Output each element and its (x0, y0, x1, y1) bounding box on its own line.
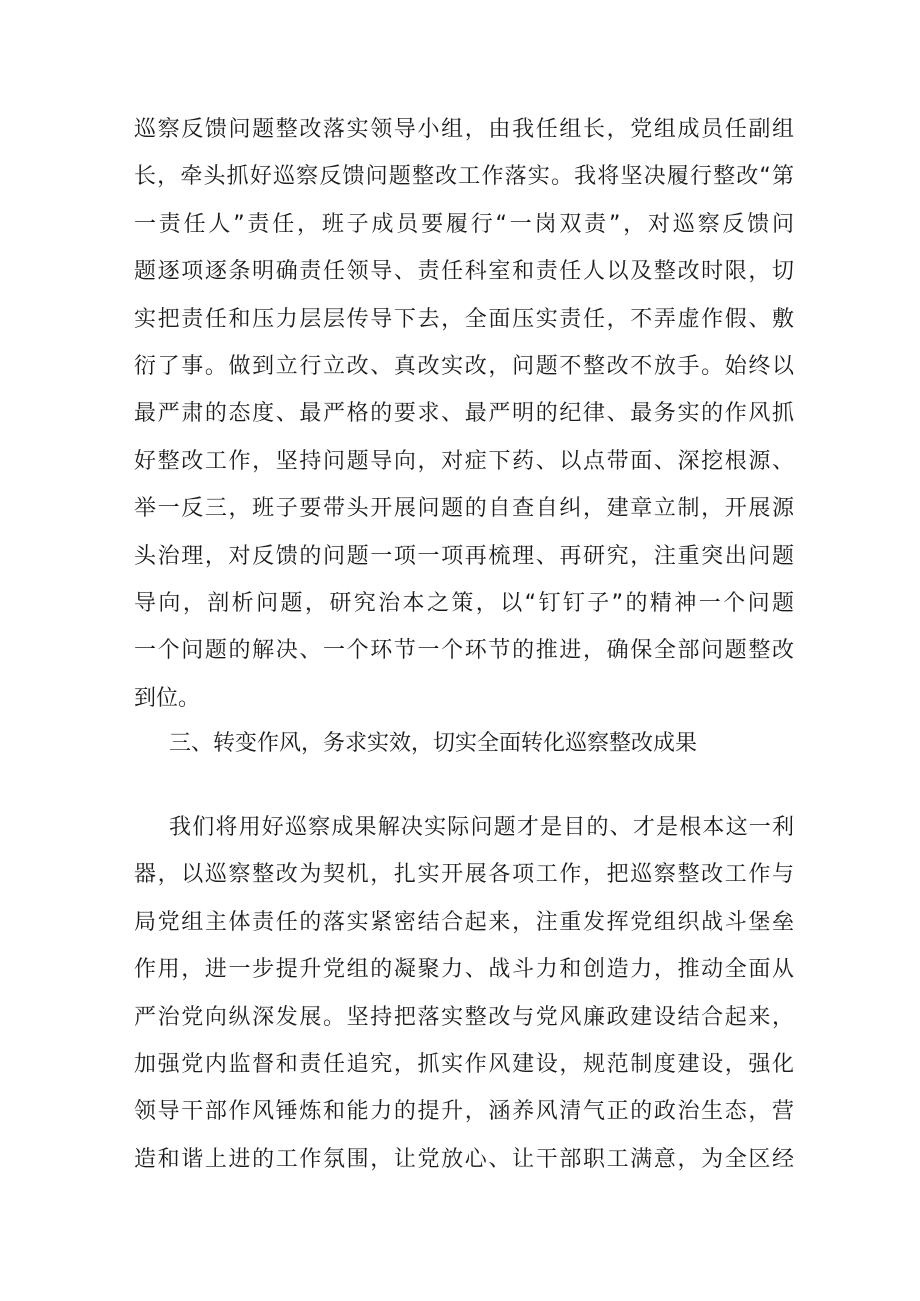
paragraph-line: 作用，进一步提升党组的凝聚力、战斗力和创造力，推动全面从 (134, 957, 794, 983)
paragraph-line: 巡察反馈问题整改落实领导小组，由我任组长，党组成员任副组 (134, 117, 794, 142)
paragraph-line: 好整改工作，坚持问题导向，对症下药、以点带面、深挖根源、 (134, 448, 794, 474)
paragraph-line: 造和谐上进的工作氛围，让党放心、让干部职工满意，为全区经 (134, 1146, 794, 1172)
paragraph-line: 严治党向纵深发展。坚持把落实整改与党风廉政建设结合起来， (134, 1004, 794, 1030)
paragraph-line: 一个问题的解决、一个环节一个环节的推进，确保全部问题整改 (134, 638, 794, 664)
paragraph-line: 头治理，对反馈的问题一项一项再梳理、再研究，注重突出问题 (134, 543, 794, 569)
paragraph-line: 到位。 (134, 685, 201, 711)
paragraph-line: 导向，剖析问题，研究治本之策，以“钉钉子”的精神一个问题 (134, 590, 794, 616)
paragraph-line: 长，牵头抓好巡察反馈问题整改工作落实。我将坚决履行整改“第 (134, 164, 794, 190)
paragraph-line: 一责任人”责任，班子成员要履行“一岗双责”，对巡察反馈问 (134, 211, 794, 237)
paragraph-line: 实把责任和压力层层传导下去，全面压实责任，不弄虚作假、敷 (134, 306, 794, 332)
paragraph-line: 局党组主体责任的落实紧密结合起来，注重发挥党组织战斗堡垒 (134, 909, 794, 935)
paragraph-1 (134, 106, 794, 722)
paragraph-line: 最严肃的态度、最严格的要求、最严明的纪律、最务实的作风抓 (134, 401, 794, 427)
paragraph-line: 举一反三，班子要带头开展问题的自查自纠，建章立制，开展源 (134, 496, 794, 522)
paragraph-line: 我们将用好巡察成果解决实际问题才是目的、才是根本这一利 (169, 815, 794, 840)
section-heading (134, 720, 794, 767)
paragraph-line: 衍了事。做到立行立改、真改实改，问题不整改不放手。始终以 (134, 353, 794, 379)
paragraph-2 (134, 804, 794, 1183)
section-3-heading: 三、转变作风，务求实效，切实全面转化巡察整改成果 (169, 731, 698, 756)
paragraph-line: 领导干部作风锤炼和能力的提升，涵养风清气正的政治生态，营 (134, 1099, 794, 1125)
paragraph-line: 题逐项逐条明确责任领导、责任科室和责任人以及整改时限，切 (134, 259, 794, 285)
paragraph-line: 加强党内监督和责任追究，抓实作风建设，规范制度建设，强化 (134, 1051, 794, 1077)
paragraph-line: 器，以巡察整改为契机，扎实开展各项工作，把巡察整改工作与 (134, 862, 794, 888)
